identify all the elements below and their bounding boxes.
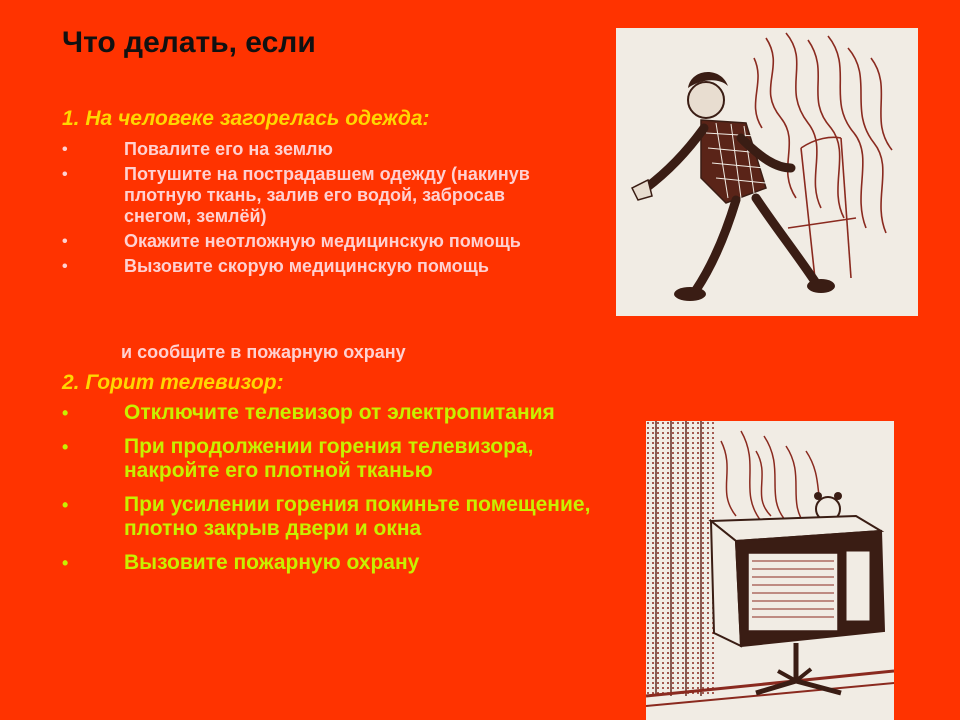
- tv-on-fire-icon: [646, 421, 894, 720]
- list-item: [62, 551, 602, 575]
- list-item: [62, 139, 572, 160]
- list-item-text: Вызовите пожарную охрану: [124, 551, 420, 574]
- list-item-text: Отключите телевизор от электропитания: [124, 401, 555, 424]
- page-title: Что делать, если: [62, 26, 316, 59]
- bullet-icon: •: [62, 141, 68, 158]
- section-1-extra-line: и сообщите в пожарную охрану: [121, 342, 406, 362]
- bullet-icon: •: [62, 258, 68, 275]
- list-item-text: При усилении горения покиньте помещение, плотно закрыв двери и окна: [124, 493, 591, 540]
- section-2-list: [62, 401, 602, 585]
- list-item: [62, 435, 602, 483]
- list-item: [62, 164, 572, 227]
- bullet-icon: •: [62, 437, 69, 457]
- list-item-text: При продолжении горения телевизора, накройте его плотной тканью: [124, 435, 534, 482]
- list-item: [62, 256, 572, 277]
- bullet-icon: •: [62, 553, 69, 573]
- list-item-text: Потушите на пострадавшем одежду (накинув плотную ткань, залив его водой, забросав снегом, землёй): [124, 164, 530, 226]
- bullet-icon: •: [62, 403, 69, 423]
- list-item: [62, 231, 572, 252]
- list-item-text: Повалите его на землю: [124, 139, 333, 159]
- section-1-list: [62, 139, 572, 281]
- section-2-heading: 2. Горит телевизор:: [62, 371, 284, 394]
- bullet-icon: •: [62, 233, 68, 250]
- person-on-fire-icon: [616, 28, 918, 316]
- burning-tv-illustration: [646, 421, 894, 720]
- list-item: [62, 493, 602, 541]
- list-item-text: Окажите неотложную медицинскую помощь: [124, 231, 521, 251]
- bullet-icon: •: [62, 166, 68, 183]
- bullet-icon: •: [62, 495, 69, 515]
- section-1-heading: 1. На человеке загорелась одежда:: [62, 107, 430, 130]
- list-item-text: Вызовите скорую медицинскую помощь: [124, 256, 489, 276]
- list-item: [62, 401, 602, 425]
- burning-clothes-illustration: [616, 28, 918, 316]
